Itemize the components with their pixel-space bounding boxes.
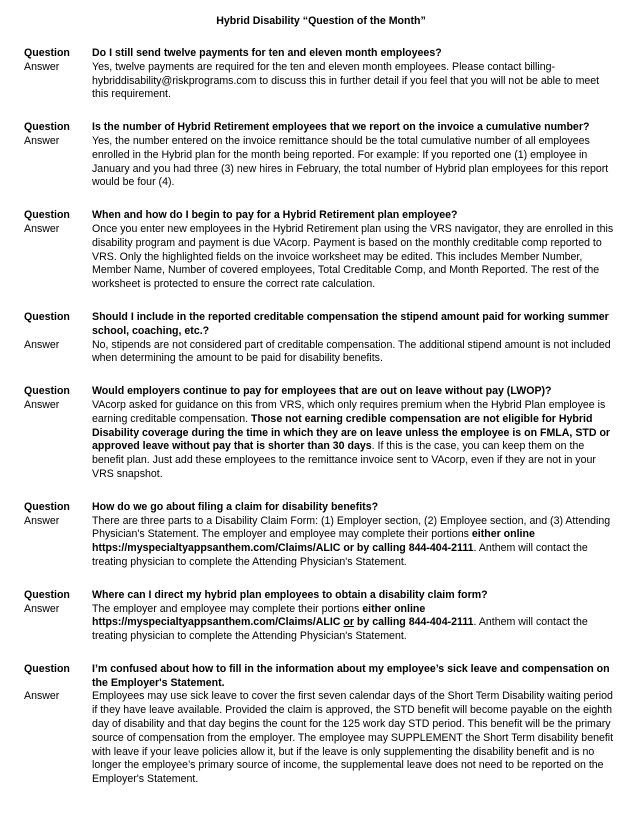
answer-segment: No, stipends are not considered part of creditable compensation. The additional stipend amount is not included when determining the amount to be paid for disability benefits. (92, 338, 611, 365)
answer-row (24, 603, 618, 644)
answer-segment: Yes, twelve payments are required for the ten and eleven month employees. Please contact billing-hybriddisability@riskprograms.com to discuss this in further detail if you feel that you will not be able to meet this requirement. (92, 60, 600, 101)
question-text: How do we go about filing a claim for disability benefits? (92, 500, 379, 513)
answer-text (92, 61, 618, 102)
qa-item (24, 209, 618, 292)
answer-text (92, 223, 618, 292)
question-row (24, 589, 618, 603)
question-label: Question (24, 310, 70, 323)
question-text: I’m confused about how to fill in the information about my employee’s sick leave and compensation on the Employer's Statement. (92, 662, 610, 689)
question-label: Question (24, 662, 70, 675)
claims-link-text[interactable]: either online https://myspecialtyappsanthem.com/Claims/ALIC or by calling 844-404-2111 (92, 528, 535, 555)
answer-row (24, 399, 618, 482)
question-row (24, 311, 618, 339)
answer-label: Answer (24, 514, 60, 527)
answer-row (24, 223, 618, 292)
answer-segment: Employees may use sick leave to cover the first seven calendar days of the Short Term Disability waiting period if they have leave available. Provided the claim is approved, the STD benefit will become payable on the eighth day of disability and that day begins the count for the 125 work day STD period. This benefit will be the primary source of compensation from the employer. The employee may SUPPLEMENT the Short Term disability benefit with leave if your leave policies allow it, but if the leave is only supplementing the disability benefit and is no longer the employee’s primary source of income, the supplemental leave does not need to be reported on the Employer's Statement. (92, 690, 614, 786)
answer-row (24, 339, 618, 367)
question-label: Question (24, 47, 70, 59)
answer-text (92, 690, 618, 787)
answer-text (92, 603, 618, 644)
question-text: Would employers continue to pay for employees that are out on leave without pay (LWOP)? (92, 385, 552, 398)
answer-text (92, 399, 618, 482)
answer-label: Answer (24, 602, 60, 615)
answer-row (24, 515, 618, 570)
answer-label: Answer (24, 338, 60, 351)
answer-text (92, 339, 618, 367)
answer-segment: VAcorp asked for guidance on this from VRS, which only requires premium when the Hybrid Plan employee is earning creditable compensation. (92, 398, 606, 425)
question-text: Should I include in the reported creditable compensation the stipend amount paid for working summer school, coaching, etc.? (92, 310, 609, 337)
answer-label: Answer (24, 398, 60, 411)
answer-text (92, 515, 618, 570)
question-row (24, 385, 618, 399)
answer-row (24, 61, 618, 102)
qa-item (24, 385, 618, 482)
question-label: Question (24, 588, 70, 601)
question-label: Question (24, 121, 70, 134)
qa-item (24, 47, 618, 102)
question-text: Do I still send twelve payments for ten and eleven month employees? (92, 47, 442, 59)
phone-number: by calling 844-404-2111 (353, 616, 474, 629)
answer-segment: . Anthem will contact the treating physician to complete the Attending Physician's Statement. (92, 616, 588, 643)
page-title: Hybrid Disability “Question of the Month” (216, 15, 426, 27)
answer-segment: The employer and employee may complete their portions (92, 602, 363, 615)
answer-segment: . Anthem will contact the treating physician to complete the Attending Physician's Statement. (92, 542, 588, 568)
answer-text (92, 135, 618, 190)
question-text: Where can I direct my hybrid plan employees to obtain a disability claim form? (92, 588, 488, 601)
question-label: Question (24, 500, 70, 513)
qa-item (24, 501, 618, 570)
qa-item (24, 589, 618, 644)
answer-row (24, 135, 618, 190)
claims-link-text[interactable]: either online https://myspecialtyappsanthem.com/Claims/ALIC (92, 602, 426, 629)
answer-row (24, 690, 618, 787)
answer-label: Answer (24, 222, 60, 235)
qa-item (24, 121, 618, 190)
answer-segment: . If this is the case, you can keep them on the benefit plan. Just add these employees to the remittance invoice sent to VAcorp, even if they are not in your VRS snapshot. (92, 440, 596, 480)
or-underlined: or (343, 616, 354, 629)
question-label: Question (24, 209, 70, 222)
question-row (24, 501, 618, 515)
answer-segment: There are three parts to a Disability Claim Form: (1) Employer section, (2) Employee section, and (3) Attending Physician's Statement. The employer and employee may complete their portions (92, 514, 611, 541)
question-text: Is the number of Hybrid Retirement employees that we report on the invoice a cumulative number? (92, 121, 590, 134)
answer-label: Answer (24, 134, 60, 147)
question-row (24, 663, 618, 691)
question-label: Question (24, 385, 70, 398)
question-row (24, 121, 618, 135)
answer-label: Answer (24, 60, 60, 73)
answer-label: Answer (24, 690, 60, 703)
answer-bold-segment: Those not earning credible compensation are not eligible for Hybrid Disability coverage during the time in which they are on leave unless the employee is on FMLA, STD or approved leave without pay that is shorter than 30 days (92, 412, 611, 453)
question-row (24, 209, 618, 223)
question-row (24, 47, 618, 61)
question-text: When and how do I begin to pay for a Hybrid Retirement plan employee? (92, 209, 458, 222)
answer-segment: Yes, the number entered on the invoice remittance should be the total cumulative number of all employees enrolled in the Hybrid plan for the month being reported. For example: If you reported one (1) employee in January and you had three (3) new hires in February, the total number of Hybrid plan employees for this report would be four (4). (92, 134, 609, 189)
answer-segment: Once you enter new employees in the Hybrid Retirement plan using the VRS navigator, they are enrolled in this disability program and payment is due VAcorp. Payment is based on the monthly creditable comp reported to VRS. Only the highlighted fields on the invoice worksheet may be edited. This includes Member Number, Member Name, Number of covered employees, Total Creditable Comp, and Month Reported. The rest of the worksheet is protected to ensure the correct rate calculation. (92, 222, 614, 291)
qa-item (24, 663, 618, 787)
qa-item (24, 311, 618, 366)
